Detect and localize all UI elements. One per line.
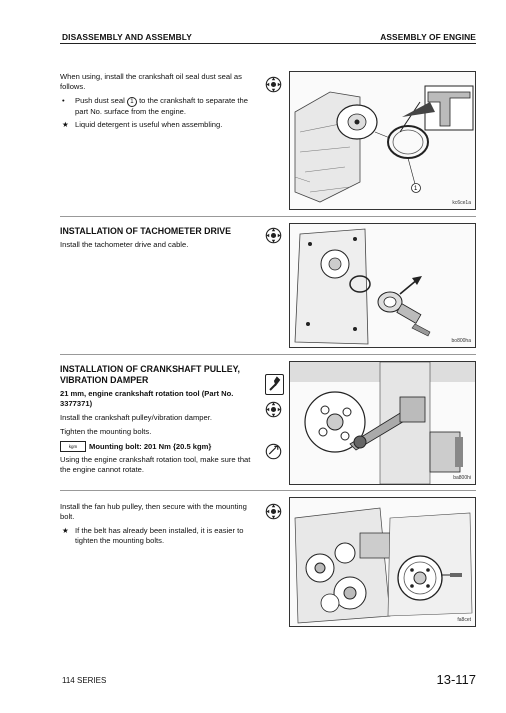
fan-hub-note	[60, 526, 260, 546]
pulley-figure-code: ba800hi	[453, 475, 471, 481]
disassembly-cycle-icon	[265, 227, 282, 244]
oil-seal-figure-code: kc6ce1a	[452, 200, 471, 206]
oil-seal-note	[60, 120, 260, 130]
tachometer-body: Install the tachometer drive and cable.	[60, 240, 189, 249]
torque-spec	[60, 441, 260, 452]
bullet-dot: •	[62, 96, 65, 105]
header-section-title: DISASSEMBLY AND ASSEMBLY	[62, 32, 192, 42]
pulley-title: INSTALLATION OF CRANKSHAFT PULLEY, VIBRATION DAMPER	[60, 364, 241, 385]
torque-value: Mounting bolt: 201 Nm {20.5 kgm}	[89, 441, 212, 451]
fan-hub-figure-code: fa8cet	[457, 617, 471, 623]
oil-seal-figure	[289, 71, 476, 210]
oil-seal-note-text: Liquid detergent is useful when assembling.	[75, 120, 223, 129]
series-label: 114 SERIES	[62, 676, 107, 685]
page-number: 13-117	[436, 672, 476, 687]
part-number-callout: 1	[127, 97, 137, 107]
section-divider	[60, 216, 476, 217]
pulley-line3: Using the engine crankshaft rotation tool, make sure that the engine cannot rotate.	[60, 455, 251, 474]
pulley-line2: Tighten the mounting bolts.	[60, 427, 152, 436]
header-rule	[60, 43, 476, 44]
torque-spec-icon	[265, 443, 282, 460]
oil-seal-bullet-post: to the crankshaft to separate the part No. surface from the engine.	[75, 96, 248, 116]
oil-seal-illustration	[290, 72, 475, 209]
tachometer-figure-code: bo800ha	[451, 338, 471, 344]
tachometer-figure	[289, 223, 476, 348]
fan-hub-illustration	[290, 498, 475, 626]
section-divider	[60, 354, 476, 355]
oil-seal-bullet-pre: Push dust seal	[75, 96, 125, 105]
oil-seal-section	[60, 72, 260, 133]
header-chapter-title: ASSEMBLY OF ENGINE	[380, 32, 476, 42]
pulley-illustration	[290, 362, 475, 484]
torque-wrench-icon: kgm	[60, 441, 86, 452]
fan-hub-section	[60, 502, 260, 549]
disassembly-cycle-icon	[265, 503, 282, 520]
pulley-line1: Install the crankshaft pulley/vibration damper.	[60, 413, 212, 422]
disassembly-cycle-icon	[265, 401, 282, 418]
star-icon: ★	[62, 120, 69, 129]
fan-hub-figure	[289, 497, 476, 627]
oil-seal-bullet	[60, 96, 260, 117]
tool-wrench-icon	[265, 374, 284, 395]
figure-callout-1: 1	[414, 186, 418, 192]
fan-hub-intro: Install the fan hub pulley, then secure with the mounting bolt.	[60, 502, 247, 521]
pulley-figure	[289, 361, 476, 485]
pulley-section	[60, 364, 260, 479]
fan-hub-note-text: If the belt has already been installed, it is easier to tighten the mounting bolts.	[75, 526, 244, 545]
tachometer-illustration	[290, 224, 475, 347]
section-divider	[60, 490, 476, 491]
tachometer-section	[60, 226, 260, 254]
tachometer-title: INSTALLATION OF TACHOMETER DRIVE	[60, 226, 232, 236]
pulley-tool: 21 mm, engine crankshaft rotation tool (Part No. 3377371)	[60, 389, 234, 408]
star-icon: ★	[62, 526, 69, 535]
oil-seal-intro: When using, install the crankshaft oil seal dust seal as follows.	[60, 72, 242, 91]
disassembly-cycle-icon	[265, 76, 282, 93]
